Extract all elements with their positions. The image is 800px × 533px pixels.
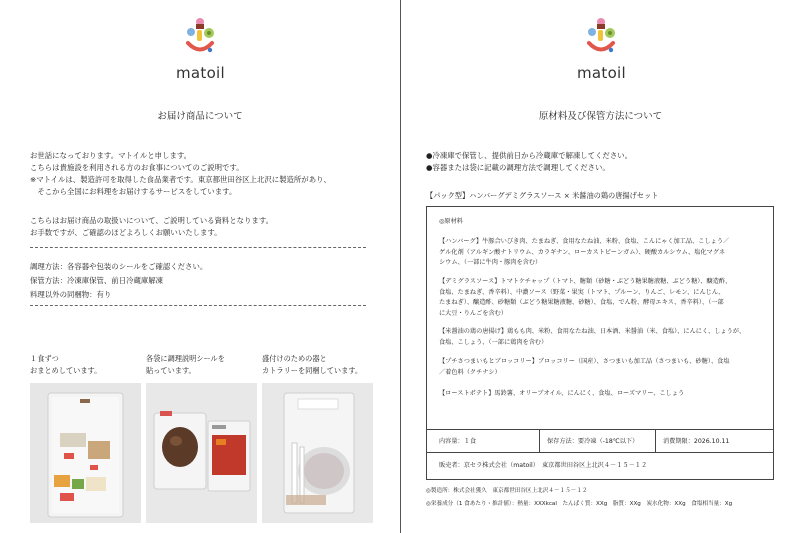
photo-caption: １食ずつ おまとめしています。	[30, 354, 102, 375]
info-line: 料理以外の同梱物：有り	[30, 290, 112, 299]
brand-name: matoil	[577, 64, 626, 82]
page-title: 原材料及び保管方法について	[538, 111, 663, 122]
storage-method: 保存方法：要冷凍（-18℃以下）	[547, 438, 639, 445]
intro-line: お世話になっております。マトイルと申します。	[30, 151, 192, 160]
dashed-divider	[30, 247, 366, 248]
info-line: 保管方法：冷凍庫保管、前日冷蔵庫解凍	[30, 276, 164, 285]
meal-pack-image	[30, 383, 141, 523]
table-divider	[427, 452, 773, 453]
photo-tableware	[262, 383, 373, 523]
ingredients-table	[426, 206, 774, 480]
storage-note: ●冷凍庫で保管し、提供前日から冷蔵庫で解凍してください。	[426, 151, 632, 160]
ingredients-label: ◎原材料	[439, 218, 463, 225]
table-divider	[539, 429, 540, 452]
matoil-logo-icon	[180, 16, 220, 60]
table-divider	[427, 429, 773, 430]
info-line: 調理方法：各容器や包装のシールをご確認ください。	[30, 262, 208, 271]
photo-meal-pack	[30, 383, 141, 523]
tableware-image	[262, 383, 373, 523]
intro-line: ※マトイルは、製造許可を取得した食品業者です。東京都世田谷区上北沢に製造所があり、	[30, 175, 331, 184]
manufacturer-info: ◎製造所：株式会社獲久 東京都世田谷区上北沢４－１５－１２	[426, 488, 588, 494]
storage-note: ●容器または袋に記載の調理方法で調理してください。	[426, 163, 610, 172]
dashed-divider	[30, 305, 366, 306]
ingredient-block: 【デミグラスソース】トマトケチャップ（トマト、糖類（砂糖・ぶどう糖果糖液糖、ぶどう糖）、醸造酢、 食塩、たまねぎ、香辛料）、中濃ソース（野菜・果実（トマト、プルーン、りんご、レモン、にんじん、 たまねぎ）、醸造酢、砂糖類（ぶどう糖果糖液糖、砂糖）、食塩、でん粉、酵母エキス、香辛料）、（一部 に大豆・りんごを含む）	[439, 278, 732, 317]
table-divider	[655, 429, 656, 452]
ingredient-block: 【米醤油の鶏の唐揚げ】鶏もも肉、米粉、食用なたね油、日本酒、米醤油（米、食塩）、にんにく、しょうが、 食塩、こしょう、（一部に鶏肉を含む）	[439, 328, 746, 346]
nutrition-info: ◎栄養成分（1 食あたり・推計値）：熱量：XXXkcal たんぱく質：XXg 脂質：XXg 炭水化物：XXg 食塩相当量：Xg	[426, 501, 733, 507]
product-title: 【パック型】ハンバーグデミグラスソース × 米醤油の鶏の唐揚げセット	[426, 191, 659, 200]
ingredient-block: 【ハンバーグ】牛豚合いびき肉、たまねぎ、食用なたね油、米粉、食塩、こんにゃく加工品、こしょう／ ゲル化剤（アルギン酸ナトリウム、カラギナン、ローカストビーンガム）、硬酸カルシウム、塩化マグネ シウム、（一部に牛肉・豚肉を含む）	[439, 238, 730, 266]
brand-name: matoil	[176, 64, 225, 82]
photo-cooking-labels	[146, 383, 257, 523]
matoil-logo-icon	[581, 16, 621, 60]
expiry-date: 消費期限：2026.10.11	[663, 438, 730, 445]
photo-caption: 各袋に調理説明シールを 貼っています。	[146, 354, 225, 375]
page-title: お届け商品について	[157, 111, 243, 122]
ingredient-block: 【プチさつまいもとブロッコリー】ブロッコリー（国産）、さつまいも加工品（さつまいも、砂糖）、食塩 ／着色料（クチナシ）	[439, 358, 730, 376]
intro-line: そこから全国にお料理をお届けするサービスをしています。	[30, 187, 237, 196]
vacuum-packs-image	[146, 383, 257, 523]
photo-caption: 盛付けのための器と カトラリーを同梱しています。	[262, 354, 363, 375]
intro2-line: こちらはお届け商品の取扱いについて、ご説明している資料となります。	[30, 216, 274, 225]
ingredient-block: 【ローストポテト】馬鈴薯、オリーブオイル、にんにく、食塩、ローズマリー、こしょう	[439, 390, 685, 397]
content-amount: 内容量：１食	[439, 438, 477, 445]
intro2-line: お手数ですが、ご確認のほどよろしくお願いいたします。	[30, 228, 222, 237]
intro-line: こちらは貴施設を利用される方のお食事についてのご説明です。	[30, 163, 244, 172]
seller-info: 販売者：京セラ株式会社（matoil） 東京都世田谷区上北沢４－１５－１２	[439, 462, 648, 469]
